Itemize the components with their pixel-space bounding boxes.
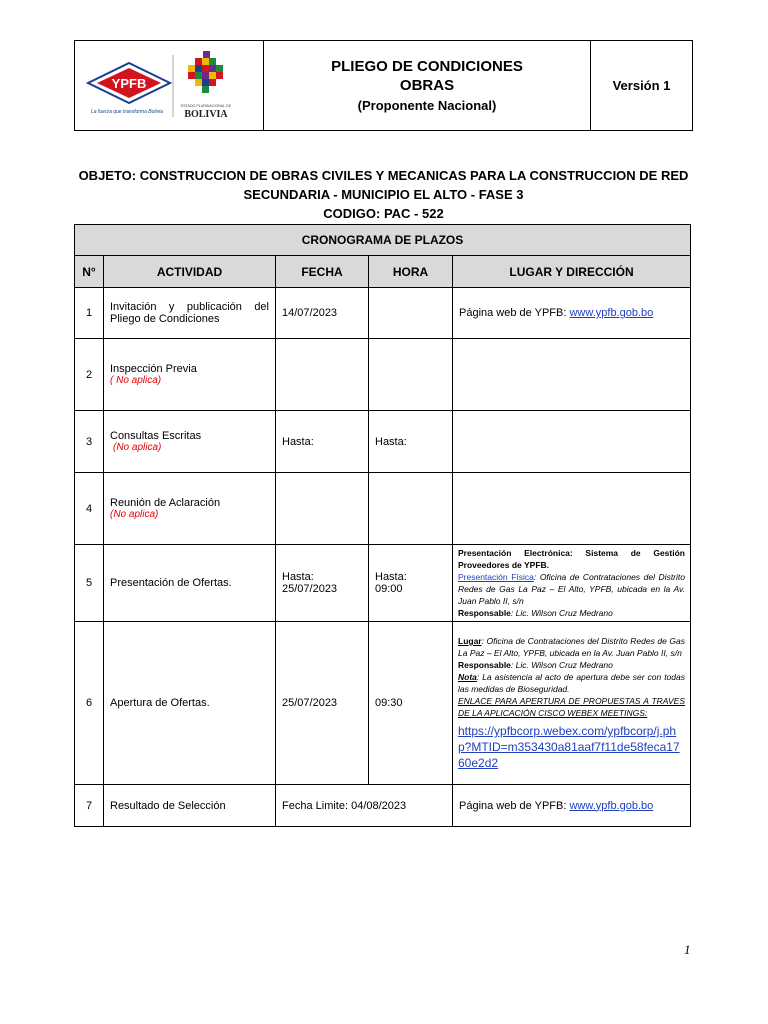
table-row xyxy=(75,545,691,622)
row-actividad: Presentación de Ofertas. xyxy=(104,545,276,622)
objeto-block xyxy=(74,166,693,223)
lugar-prefix: Página web de YPFB: xyxy=(459,799,570,812)
presentacion-fisica xyxy=(458,571,685,607)
document-subtitle: (Proponente Nacional) xyxy=(357,97,497,113)
row-lugar xyxy=(453,473,691,545)
row-fecha xyxy=(276,545,369,622)
fisica-text: : Oficina de Contrataciones del Distrito Redes de Gas La Paz – El Alto, YPFB, ubicada en la Av. Juan Pablo II, s/n xyxy=(458,572,685,606)
row-actividad: Apertura de Ofertas. xyxy=(104,622,276,785)
row-number: 5 xyxy=(75,545,104,622)
table-row xyxy=(75,473,691,545)
document-header xyxy=(74,40,693,131)
row-lugar xyxy=(453,545,691,622)
hora-label: Hasta: xyxy=(375,571,407,583)
table-row xyxy=(75,339,691,411)
column-header-actividad: ACTIVIDAD xyxy=(104,256,276,288)
fisica-label: Presentación Física xyxy=(458,572,534,582)
table-row xyxy=(75,411,691,473)
no-aplica-note: (No aplica) xyxy=(113,442,162,453)
document-title-line2: OBRAS xyxy=(399,76,455,94)
actividad-label: Inspección Previa xyxy=(110,363,197,375)
ypfb-logo-text: YPFB xyxy=(111,76,147,91)
no-aplica-note: (No aplica) xyxy=(110,509,159,520)
lugar-apertura xyxy=(458,635,685,659)
actividad-label: Consultas Escritas xyxy=(110,430,202,442)
row-actividad: Resultado de Selección xyxy=(104,785,276,827)
table-caption: CRONOGRAMA DE PLAZOS xyxy=(75,225,691,256)
table-row xyxy=(75,288,691,339)
responsable-label: Responsable xyxy=(458,660,511,670)
nota-text: : La asistencia al acto de apertura debe ser con todas las medidas de Bioseguridad. xyxy=(458,672,685,694)
table-row xyxy=(75,622,691,785)
electronica-text: : Sistema de Gestión Proveedores de YPFB. xyxy=(458,548,685,570)
webex-enlace-heading: ENLACE PARA APERTURA DE PROPUESTAS A TRAVES DE LA APLICACIÓN CISCO WEBEX MEETINGS: xyxy=(458,696,685,718)
no-aplica-note: ( No aplica) xyxy=(110,375,162,386)
row-lugar xyxy=(453,622,691,785)
codigo-line: CODIGO: PAC - 522 xyxy=(323,206,444,221)
row-actividad xyxy=(104,411,276,473)
row-fecha xyxy=(276,473,369,545)
column-header-lugar: LUGAR Y DIRECCIÓN xyxy=(453,256,691,288)
row-actividad: Invitación y publicación del Pliego de Condiciones xyxy=(104,288,276,339)
document-title-line1: PLIEGO DE CONDICIONES xyxy=(331,57,523,75)
row-lugar xyxy=(453,785,691,827)
lugar-prefix: Página web de YPFB: xyxy=(459,307,570,319)
row-number: 1 xyxy=(75,288,104,339)
column-header-n: N° xyxy=(75,256,104,288)
row-fecha xyxy=(276,339,369,411)
lugar-text: : Oficina de Contrataciones del Distrito Redes de Gas La Paz – El Alto, YPFB, ubicada en la Av. Juan Pablo II, s/n xyxy=(458,636,685,658)
column-header-hora: HORA xyxy=(369,256,453,288)
actividad-label: Reunión de Aclaración xyxy=(110,497,221,509)
webex-meeting-link[interactable]: https://ypfbcorp.webex.com/ypfbcorp/j.php?MTID=m353430a81aaf7f11de58feca1760e2d2 xyxy=(458,724,680,770)
row-fecha: 14/07/2023 xyxy=(276,288,369,339)
nota-label: Nota xyxy=(458,672,477,682)
ypfb-tagline: La fuerza que transforma Bolivia xyxy=(91,109,163,115)
row-lugar xyxy=(453,411,691,473)
row-actividad xyxy=(104,339,276,411)
row-actividad xyxy=(104,473,276,545)
bolivia-emblem-icon xyxy=(188,51,223,93)
ypfb-logo xyxy=(75,41,263,130)
column-header-fecha: FECHA xyxy=(276,256,369,288)
row-fecha: 25/07/2023 xyxy=(276,622,369,785)
objeto-line2: SECUNDARIA - MUNICIPIO EL ALTO - FASE 3 xyxy=(243,187,524,202)
row-number: 7 xyxy=(75,785,104,827)
lugar-label: Lugar xyxy=(458,636,482,646)
ypfb-website-link[interactable]: www.ypfb.gob.bo xyxy=(569,799,654,812)
row-fecha: Fecha Limite: 04/08/2023 xyxy=(276,785,453,827)
row-number: 4 xyxy=(75,473,104,545)
row-hora: 09:30 xyxy=(369,622,453,785)
row-hora xyxy=(369,339,453,411)
row-hora: Hasta: xyxy=(369,411,453,473)
responsable-label: Responsable xyxy=(458,608,511,618)
responsable xyxy=(458,607,685,619)
responsable-text: : Lic. Wilson Cruz Medrano xyxy=(510,608,613,618)
row-lugar xyxy=(453,339,691,411)
row-fecha: Hasta: xyxy=(276,411,369,473)
nota xyxy=(458,671,685,695)
version-label: Versión 1 xyxy=(612,77,671,93)
responsable-text: : Lic. Wilson Cruz Medrano xyxy=(510,660,613,670)
state-label-small: ESTADO PLURINACIONAL DE xyxy=(180,104,232,108)
row-number: 3 xyxy=(75,411,104,473)
fecha-label: Hasta: xyxy=(282,571,314,583)
row-lugar xyxy=(453,288,691,339)
electronica-label: Presentación Electrónica xyxy=(458,548,570,558)
row-hora xyxy=(369,545,453,622)
ypfb-website-link[interactable]: www.ypfb.gob.bo xyxy=(569,307,654,319)
row-number: 6 xyxy=(75,622,104,785)
page-number: 1 xyxy=(684,942,691,957)
fecha-value: 25/07/2023 xyxy=(282,583,338,595)
row-hora xyxy=(369,288,453,339)
row-hora xyxy=(369,473,453,545)
objeto-line1: OBJETO: CONSTRUCCION DE OBRAS CIVILES Y MECANICAS PARA LA CONSTRUCCION DE RED xyxy=(78,168,689,183)
state-label-big: BOLIVIA xyxy=(184,109,228,120)
table-row xyxy=(75,785,691,827)
responsable xyxy=(458,659,685,671)
row-number: 2 xyxy=(75,339,104,411)
hora-value: 09:00 xyxy=(375,583,403,595)
title-cell xyxy=(264,41,591,131)
version-cell xyxy=(591,41,693,131)
presentacion-electronica xyxy=(458,547,685,571)
logo-cell xyxy=(75,41,264,131)
cronograma-table xyxy=(74,224,691,827)
